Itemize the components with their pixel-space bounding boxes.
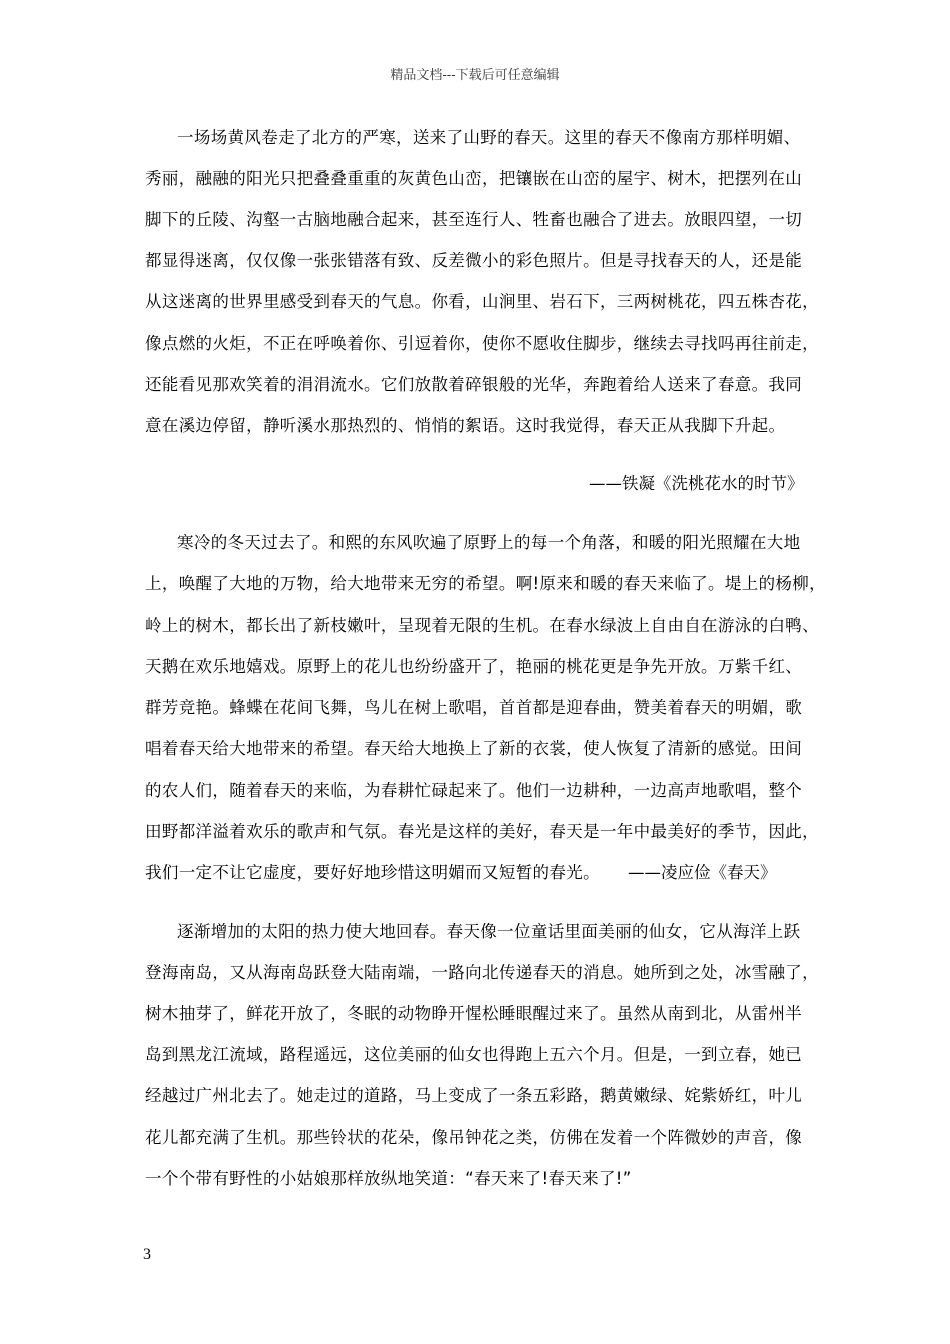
text-line: 脚下的丘陵、沟壑一古脑地融合起来，甚至连行人、牲畜也融合了进去。放眼四望，一切 <box>145 210 803 229</box>
text-line: 寒冷的冬天过去了。和熙的东风吹遍了原野上的每一个角落，和暖的阳光照耀在大地 <box>177 533 801 552</box>
text-line: 意在溪边停留，静听溪水那热烈的、悄悄的絮语。这时我觉得，春天正从我脚下升起。 <box>145 416 786 435</box>
text-line: 经越过广州北去了。她走过的道路，马上变成了一条五彩路，鹅黄嫩绿、姹紫娇红，叶儿 <box>145 1086 803 1105</box>
text-line: 岛到黑龙江流域，路程遥远，这位美丽的仙女也得跑上五六个月。但是，一到立春，她已 <box>145 1045 803 1064</box>
page-number: 3 <box>143 1246 151 1263</box>
text-line: 一场场黄风卷走了北方的严寒，送来了山野的春天。这里的春天不像南方那样明媚、 <box>177 128 801 147</box>
text-line: 岭上的树木，都长出了新枝嫩叶，呈现着无限的生机。在春水绿波上自由自在游泳的白鸭、 <box>145 616 819 635</box>
text-line: 的农人们，随着春天的来临，为春耕忙碌起来了。他们一边耕种，一边高声地歌唱，整个 <box>145 781 803 800</box>
page-header: 精品文档---下载后可任意编辑 <box>390 68 560 83</box>
text-line: 花儿都充满了生机。那些铃状的花朵，像吊钟花之类，仿佛在发着一个阵微妙的声音，像 <box>145 1128 803 1147</box>
text-line: 还能看见那欢笑着的涓涓流水。它们放散着碎银般的光华，奔跑着给人送来了春意。我同 <box>145 375 803 394</box>
text-line: 都显得迷离，仅仅像一张张错落有致、反差微小的彩色照片。但是寻找春天的人，还是能 <box>145 251 803 270</box>
text-line: 我们一定不让它虚度，要好好地珍惜这明媚而又短暂的春光。 <box>145 863 600 882</box>
text-line: 逐渐增加的太阳的热力使大地回春。春天像一位童话里面美丽的仙女，它从海洋上跃 <box>177 922 801 941</box>
text-line: 从这迷离的世界里感受到春天的气息。你看，山涧里、岩石下，三两树桃花，四五株杏花， <box>145 292 819 311</box>
text-line: 像点燃的火炬，不正在呼唤着你、引逗着你，使你不愿收住脚步，继续去寻找吗再往前走， <box>145 334 819 353</box>
attribution: ——凌应俭《春天》 <box>628 863 777 882</box>
text-line: 树木抽芽了，鲜花开放了，冬眠的动物睁开惺松睡眼醒过来了。虽然从南到北，从雷州半 <box>145 1004 803 1023</box>
text-line: 田野都洋溢着欢乐的歌声和气氛。春光是这样的美好，春天是一年中最美好的季节，因此， <box>145 822 819 841</box>
attribution: ——铁凝《洗桃花水的时节》 <box>589 474 804 493</box>
text-line: 秀丽，融融的阳光只把叠叠重重的灰黄色山峦，把镶嵌在山峦的屋宇、树木，把摆列在山 <box>145 169 803 188</box>
text-line: 上，唤醒了大地的万物，给大地带来无穷的希望。啊!原来和暖的春天来临了。堤上的杨柳， <box>145 574 826 593</box>
text-line: 唱着春天给大地带来的希望。春天给大地换上了新的衣裳，使人恢复了清新的感觉。田间 <box>145 739 803 758</box>
text-line: 天鹅在欢乐地嬉戏。原野上的花儿也纷纷盛开了，艳丽的桃花更是争先开放。万紫千红、 <box>145 657 803 676</box>
text-line: 登海南岛，又从海南岛跃登大陆南端，一路向北传递春天的消息。她所到之处，冰雪融了， <box>145 963 819 982</box>
text-line: 一个个带有野性的小姑娘那样放纵地笑道：“春天来了!春天来了!” <box>145 1169 632 1188</box>
text-line: 群芳竞艳。蜂蝶在花间飞舞，鸟儿在树上歌唱，首首都是迎春曲，赞美着春天的明媚，歌 <box>145 698 803 717</box>
